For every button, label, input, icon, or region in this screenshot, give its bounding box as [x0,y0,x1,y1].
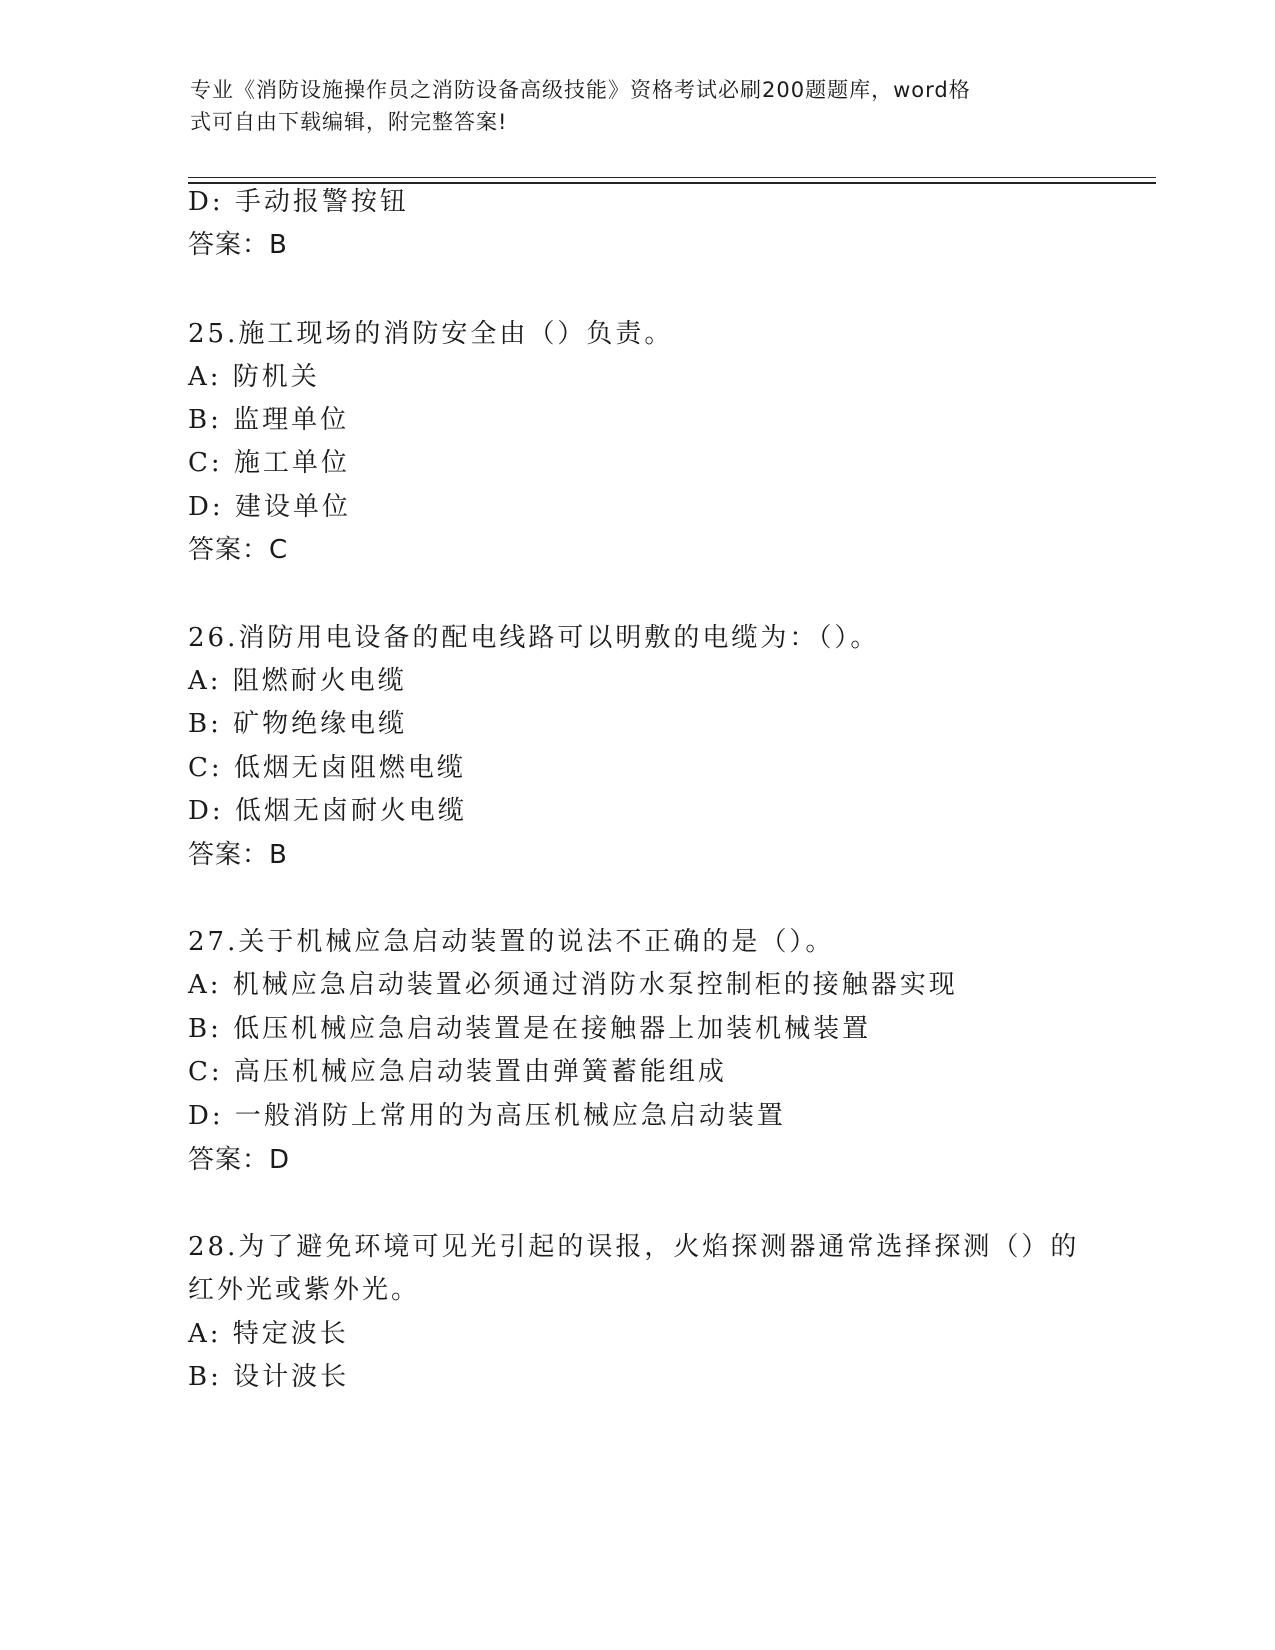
carryover-option-d: D: 手动报警按钮 [188,187,409,217]
question-27-option-d: D: 一般消防上常用的为高压机械应急启动装置 [188,1101,786,1131]
question-27-option-b: B: 低压机械应急启动装置是在接触器上加装机械装置 [188,1014,872,1044]
question-25-option-c: C: 施工单位 [188,448,350,478]
question-26-option-c: C: 低烟无卤阻燃电缆 [188,753,466,783]
question-25-answer: 答案：C [188,535,289,565]
question-28-option-b: B: 设计波长 [188,1362,350,1392]
header-divider-thin [188,177,1156,178]
carryover-answer: 答案：B [188,230,288,260]
header-line-2: 式可自由下载编辑，附完整答案! [190,110,508,134]
question-28-option-a: A: 特定波长 [188,1319,349,1349]
question-27-stem: 27.关于机械应急启动装置的说法不正确的是（）。 [188,927,835,957]
question-27-option-c: C: 高压机械应急启动装置由弹簧蓄能组成 [188,1057,727,1087]
question-25-option-d: D: 建设单位 [188,492,351,522]
document-header [190,74,1070,138]
question-25-option-a: A: 防机关 [188,362,320,392]
question-26-stem: 26.消防用电设备的配电线路可以明敷的电缆为：（）。 [188,623,880,653]
header-line-1: 专业《消防设施操作员之消防设备高级技能》资格考试必刷200题题库，word格 [190,78,971,102]
question-26-option-d: D: 低烟无卤耐火电缆 [188,796,467,826]
question-28-stem-line-1: 28.为了避免环境可见光引起的误报，火焰探测器通常选择探测（）的 [188,1232,1080,1262]
question-26-answer: 答案：B [188,840,288,870]
question-26-option-b: B: 矿物绝缘电缆 [188,709,408,739]
question-26-option-a: A: 阻燃耐火电缆 [188,666,407,696]
question-25-stem: 25.施工现场的消防安全由（）负责。 [188,319,674,349]
question-25-option-b: B: 监理单位 [188,405,350,435]
question-27-answer: 答案：D [188,1145,291,1175]
header-divider-thick [188,182,1156,184]
question-27-option-a: A: 机械应急启动装置必须通过消防水泵控制柜的接触器实现 [188,970,958,1000]
question-28-stem-line-2: 红外光或紫外光。 [188,1275,421,1305]
